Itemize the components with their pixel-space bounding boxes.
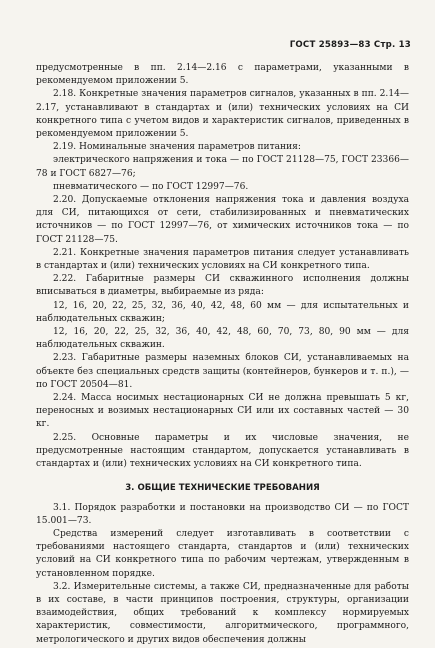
paragraph-2-23: 2.23. Габаритные размеры наземных блоков СИ, устанавливаемых на объекте без специальных средств защиты (контейнеров, бункеров и т. п.), — по ГОСТ 20504—81.	[36, 353, 409, 390]
paragraph-3-1-manufacture: Средства измерений следует изготавливать в соответствии с требованиями настоящего стандарта, стандартов и (или) технических условий на СИ конкретного типа по рабочим чертежам, утвержденным в установленном порядке.	[36, 528, 409, 579]
paragraph-3-1: 3.1. Порядок разработки и постановки на производство СИ — по ГОСТ 15.001—73.	[36, 502, 409, 526]
paragraph-2-18: 2.18. Конкретные значения параметров сигналов, указанных в пп. 2.14—2.17, устанавливают в стандартах и (или) технических условиях на СИ конкретного типа с учетом видов и характеристик сигналов, приведенных в рекомендуемом приложении 5.	[36, 89, 409, 140]
paragraph-2-24: 2.24. Масса носимых нестационарных СИ не должна превышать 5 кг, переносных и возимых нестационарных СИ или их составных частей — 30 кг.	[36, 393, 409, 430]
paragraph-2-25: 2.25. Основные параметры и их числовые значения, не предусмотренные настоящим стандартом, допускается устанавливать в стандартах и (или) технических условиях на СИ конкретного типа.	[36, 432, 409, 470]
paragraph-continuation: предусмотренные в пп. 2.14—2.16 с параметрами, указанными в рекомендуемом приложении 5.	[36, 63, 409, 87]
paragraph-2-22-series-2: 12, 16, 20, 22, 25, 32, 36, 40, 42, 48, 60, 70, 73, 80, 90 мм — для наблюдательных скважин.	[36, 327, 409, 351]
paragraph-2-21: 2.21. Конкретные значения параметров питания следует устанавливать в стандартах и (или) технических условиях на СИ конкретного типа.	[36, 247, 409, 272]
paragraph-2-19-electric: электрического напряжения и тока — по ГОСТ 21128—75, ГОСТ 23366—78 и ГОСТ 6827—76;	[36, 155, 409, 179]
paragraph-2-19-pneumatic: пневматического — по ГОСТ 12997—76.	[53, 181, 249, 192]
paragraph-2-22-series-1: 12, 16, 20, 22, 25, 32, 36, 40, 42, 48, 60 мм — для испытательных и наблюдательных скважин;	[36, 300, 409, 324]
document-body	[36, 62, 409, 647]
paragraph-2-22: 2.22. Габаритные размеры СИ скважинного исполнения должны вписываться в диаметры, выбираемые из ряда:	[36, 274, 409, 298]
section-title: 3. ОБЩИЕ ТЕХНИЧЕСКИЕ ТРЕБОВАНИЯ	[125, 483, 320, 494]
page-header: ГОСТ 25893—83 Стр. 13	[289, 40, 411, 50]
paragraph-3-2: 3.2. Измерительные системы, а также СИ, предназначенные для работы в их составе, в части принципов построения, структуры, организации взаимодействия, общих требований к комплексу нормируемых характеристик, совместимости, алгоритмического, программного, метрологического и других видов обеспечения должны	[36, 581, 409, 645]
paragraph-2-19: 2.19. Номинальные значения параметров питания:	[53, 142, 301, 153]
paragraph-2-20: 2.20. Допускаемые отклонения напряжения тока и давления воздуха для СИ, питающихся от сети, стабилизированных и пневматических источников — по ГОСТ 12997—76, от химических источников тока — по ГОСТ 21128—75.	[36, 195, 409, 245]
